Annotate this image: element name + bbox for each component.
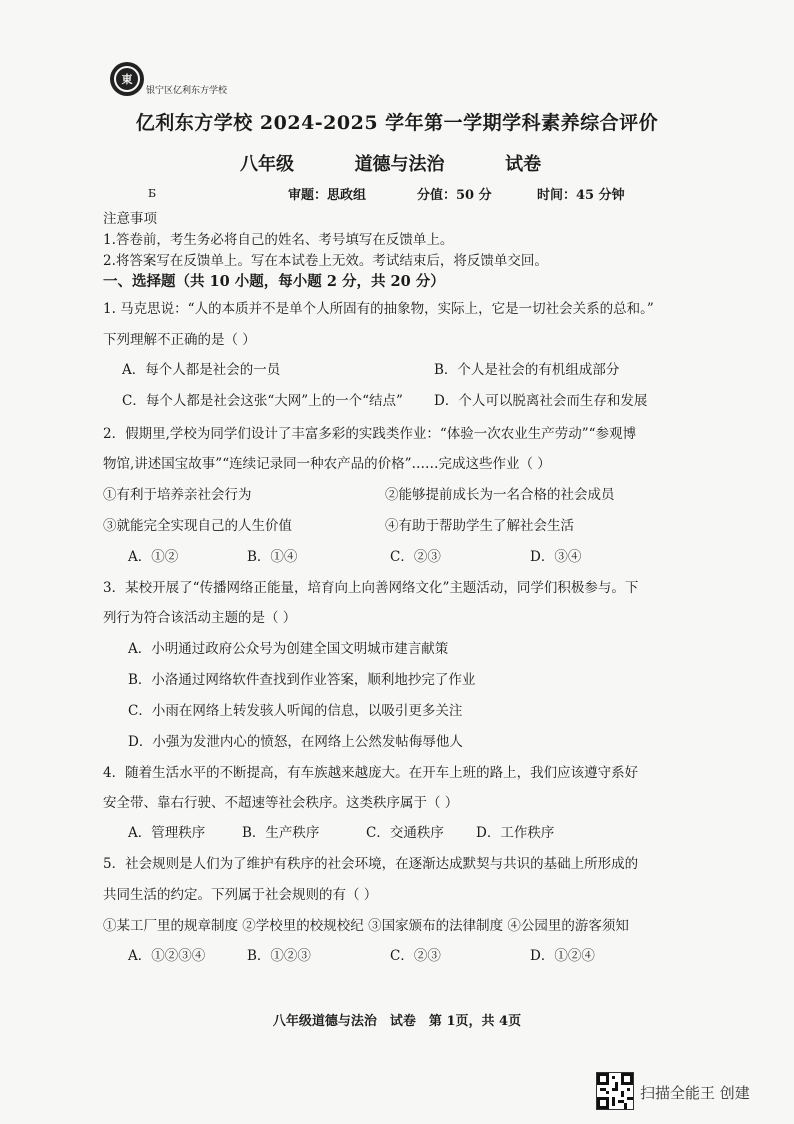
question-5-text: 共同生活的约定。下列属于社会规则的有（ ）: [103, 887, 378, 903]
question-2-text: 物馆,讲述国宝故事”“连续记录同一种农产品的价格”……完成这些作业（ ）: [103, 456, 551, 472]
question-5-option-c: C．②③: [390, 948, 441, 964]
question-1-option-a: A．每个人都是社会的一员: [122, 362, 281, 378]
note-item: 2.将答案写在反馈单上。写在本试卷上无效。考试结束后，将反馈单交回。: [103, 253, 548, 269]
exam-subtitle: [240, 150, 541, 176]
score-info: 分值：50 分: [417, 188, 492, 203]
logo-char: 東: [121, 73, 133, 86]
question-2-option-c: C．②③: [390, 549, 441, 565]
exam-title: 亿利东方学校 2024-2025 学年第一学期学科素养综合评价: [135, 112, 659, 134]
question-1-option-b: B．个人是社会的有机组成部分: [434, 362, 620, 378]
question-2-option-b: B．①④: [247, 549, 298, 565]
question-3-option-a: A．小明通过政府公众号为创建全国文明城市建言献策: [128, 641, 449, 657]
stray-mark: Б: [148, 187, 157, 200]
question-2-statement: ②能够提前成长为一名合格的社会成员: [385, 487, 615, 503]
question-1-text: 下列理解不正确的是（ ）: [103, 332, 256, 348]
school-name-small: 银宁区亿利东方学校: [146, 86, 228, 96]
qr-code-icon: [596, 1072, 634, 1110]
subject-label: 道德与法治: [354, 154, 445, 175]
question-1-text: 1. 马克思说：“人的本质并不是单个人所固有的抽象物，实际上，它是一切社会关系的总和。”: [103, 301, 654, 317]
page-footer: 八年级道德与法治 试卷 第 1页，共 4页: [272, 1014, 522, 1029]
question-1-option-c: C．每个人都是社会这张“大网”上的一个“结点”: [122, 393, 403, 409]
notes-heading: 注意事项: [103, 211, 157, 227]
question-1-option-d: D．个人可以脱离社会而生存和发展: [434, 393, 648, 409]
question-2-statement: ④有助于帮助学生了解社会生活: [385, 518, 574, 534]
question-2-option-a: A．①②: [128, 549, 179, 565]
note-item: 1.答卷前，考生务必将自己的姓名、考号填写在反馈单上。: [103, 232, 454, 248]
question-2-statement: ③就能完全实现自己的人生价值: [103, 518, 292, 534]
question-3-text: 列行为符合该活动主题的是（ ）: [103, 610, 297, 626]
question-4-option-c: C．交通秩序: [366, 825, 444, 841]
question-4-option-a: A．管理秩序: [128, 825, 206, 841]
question-3-option-d: D．小强为发泄内心的愤怒，在网络上公然发帖侮辱他人: [128, 734, 463, 750]
question-2-statement: ①有利于培养亲社会行为: [103, 487, 252, 503]
time-info: 时间：45 分钟: [537, 188, 625, 203]
review-info: 审题：思政组: [288, 188, 367, 203]
scanner-watermark: 扫描全能王 创建: [640, 1084, 750, 1102]
question-2-option-d: D．③④: [530, 549, 582, 565]
question-4-option-d: D．工作秩序: [476, 825, 555, 841]
grade-label: 八年级: [240, 154, 294, 175]
question-4-option-b: B．生产秩序: [242, 825, 320, 841]
school-logo: [110, 62, 144, 96]
question-4-text: 4．随着生活水平的不断提高，有车族越来越庞大。在开车上班的路上，我们应该遵守系好: [103, 765, 639, 781]
question-2-text: 2．假期里,学校为同学们设计了丰富多彩的实践类作业：“体验一次农业生产劳动”“参观博: [103, 426, 637, 442]
question-5-text: 5．社会规则是人们为了维护有秩序的社会环境，在逐渐达成默契与共识的基础上所形成的: [103, 856, 639, 872]
question-3-option-b: B．小洛通过网络软件查找到作业答案，顺利地抄完了作业: [128, 672, 476, 688]
question-3-text: 3．某校开展了“传播网络正能量，培育向上向善网络文化”主题活动，同学们积极参与。下: [103, 580, 639, 596]
question-4-text: 安全带、靠右行驶、不超速等社会秩序。这类秩序属于（ ）: [103, 795, 459, 811]
question-5-option-d: D．①②④: [530, 948, 595, 964]
question-5-option-b: B．①②③: [247, 948, 311, 964]
question-3-option-c: C．小雨在网络上转发骇人听闻的信息，以吸引更多关注: [128, 703, 463, 719]
paper-label: 试卷: [505, 154, 542, 175]
question-5-statements: ①某工厂里的规章制度 ②学校里的校规校纪 ③国家颁布的法律制度 ④公园里的游客须知: [103, 918, 629, 934]
section-heading: 一、选择题（共 10 小题，每小题 2 分，共 20 分）: [103, 273, 445, 290]
question-5-option-a: A．①②③④: [128, 948, 206, 964]
